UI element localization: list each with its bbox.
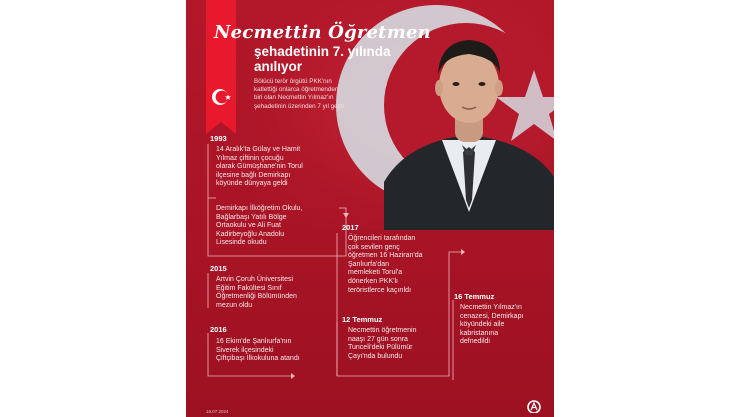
date-12-july: 12 Temmuz (342, 315, 383, 324)
aa-logo-icon (526, 399, 542, 413)
event-12-july: Necmettin öğretmenin naaşı 27 gün sonra Tunceli'deki Pülümür Çayı'nda bulundu (348, 327, 417, 360)
infographic (186, 0, 554, 417)
event-2016: 16 Ekim'de Şanlıurfa'nın Siverek ilçesindeki Çiftçibaşı İlkokuluna atandı (216, 338, 300, 363)
year-2016: 2016 (210, 325, 227, 334)
page-subtitle: şehadetinin 7. yılında anılıyor (254, 44, 391, 74)
event-1993-school: Demirkapı İlköğretim Okulu, Bağlarbaşı Yatılı Bölge Ortaokulu ve Ali Fuat Kadirbeyoğlu Anadolu Lisesinde okudu (216, 205, 303, 247)
year-2017: 2017 (342, 223, 359, 232)
footer-date: 15.07.2024 (206, 409, 229, 414)
page-title: Necmettin Öğretmen (214, 22, 431, 43)
year-2015: 2015 (210, 264, 227, 273)
year-1993: 1993 (210, 134, 227, 143)
intro-text: Bölücü terör örgütü PKK'nın katlettiği onlarca öğretmenden biri olan Necmettin Yılmaz'ın şehadetinin üzerinden 7 yıl geçti (254, 78, 344, 110)
event-2015: Artvin Çoruh Üniversitesi Eğitim Fakültesi Sınıf Öğretmenliği Bölümünden mezun oldu (216, 276, 297, 309)
event-1993-birth: 14 Aralık'ta Gülay ve Hamit Yılmaz çiftinin çocuğu olarak Gümüşhane'nin Torul ilçesine bağlı Demirkapı köyünde dünyaya geldi (216, 146, 303, 188)
date-16-july: 16 Temmuz (454, 292, 495, 301)
event-16-july: Necmettin Yılmaz'ın cenazesi, Demirkapı köyündeki aile kabristanına defnedildi (460, 304, 524, 346)
event-2017: Öğrencileri tarafından çok sevilen genç öğretmen 16 Haziran'da Şanlıurfa'dan memleketi Torul'a dönerken PKK'lı teröristlerce kaçırıldı (348, 235, 423, 294)
